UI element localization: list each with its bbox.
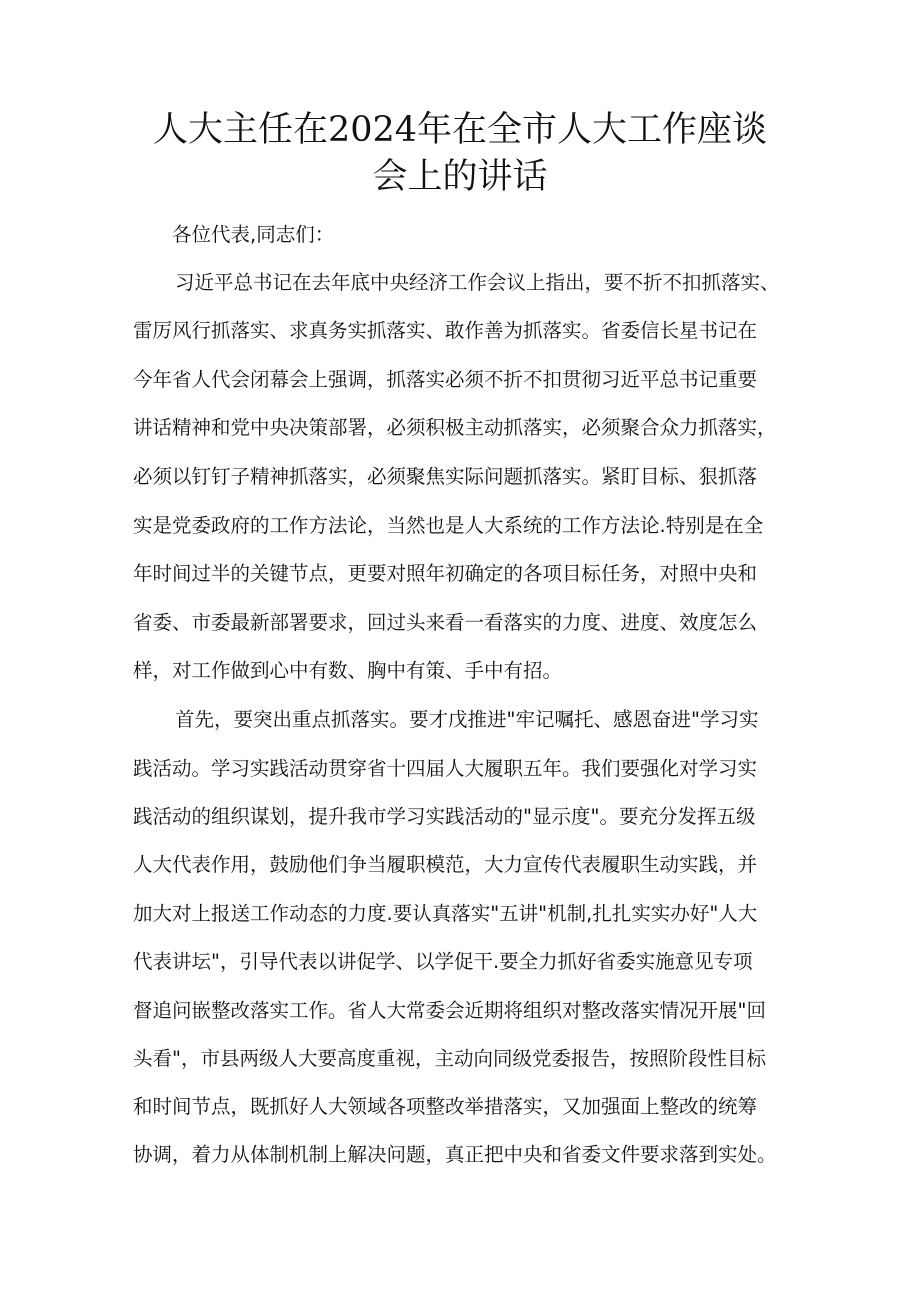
paragraph-2-line: 人大代表作用，鼓励他们争当履职模范，大力宣传代表履职生动实践，并: [133, 853, 758, 876]
paragraph-1-line: 样，对工作做到心中有数、胸中有策、手中有招。: [133, 659, 563, 682]
paragraph-1-line: 今年省人代会闭幕会上强调，抓落实必须不折不扣贯彻习近平总书记重要: [133, 368, 758, 391]
document-title-line-1: 人大主任在2024年在全市人大工作座谈: [152, 110, 768, 150]
paragraph-2-line: 协调，着力从体制机制上解决问题，真正把中央和省委文件要求落到实处。: [133, 1143, 777, 1166]
paragraph-2-line: 头看"，市县两级人大要高度重视，主动向同级党委报告，按照阶段性目标: [133, 1047, 766, 1070]
paragraph-2-line: 首先，要突出重点抓落实。要才戊推进"牢记嘱托、感恩奋进"学习实: [175, 708, 759, 731]
paragraph-1-line: 习近平总书记在去年底中央经济工作会议上指出，要不折不扣抓落实、: [175, 271, 780, 294]
paragraph-2-line: 加大对上报送工作动态的力度.要认真落实"五讲"机制,扎扎实实办好"人大: [133, 902, 758, 925]
paragraph-1-line: 必须以钉钉子精神抓落实，必须聚焦实际问题抓落实。紧盯目标、狠抓落: [133, 465, 758, 488]
paragraph-1-line: 实是党委政府的工作方法论，当然也是人大系统的工作方法论.特别是在全: [133, 514, 764, 537]
paragraph-2-line: 和时间节点，既抓好人大领域各项整改举措落实，又加强面上整改的统筹: [133, 1095, 758, 1118]
paragraph-2-line: 践活动的组织谋划，提升我市学习实践活动的"显示度"。要充分发挥五级: [133, 805, 756, 828]
paragraph-1-line: 省委、市委最新部署要求，回过头来看一看落实的力度、进度、效度怎么: [133, 611, 758, 634]
paragraph-1-line: 雷厉风行抓落实、求真务实抓落实、敢作善为抓落实。省委信长星书记在: [133, 319, 758, 342]
document-title-line-2: 会上的讲话: [372, 157, 548, 197]
paragraph-1-line: 年时间过半的关键节点，更要对照年初确定的各项目标任务，对照中央和: [133, 562, 758, 585]
salutation: 各位代表,同志们：: [172, 223, 335, 246]
paragraph-2-line: 督追问嵌整改落实工作。省人大常委会近期将组织对整改落实情况开展"回: [133, 999, 766, 1022]
paragraph-2-line: 践活动。学习实践活动贯穿省十四届人大履职五年。我们要强化对学习实: [133, 757, 758, 780]
paragraph-2-line: 代表讲坛"，引导代表以讲促学、以学促干.要全力抓好省委实施意见专项: [133, 950, 753, 973]
paragraph-1-line: 讲话精神和党中央决策部署，必须积极主动抓落实，必须聚合众力抓落实，: [133, 416, 777, 439]
